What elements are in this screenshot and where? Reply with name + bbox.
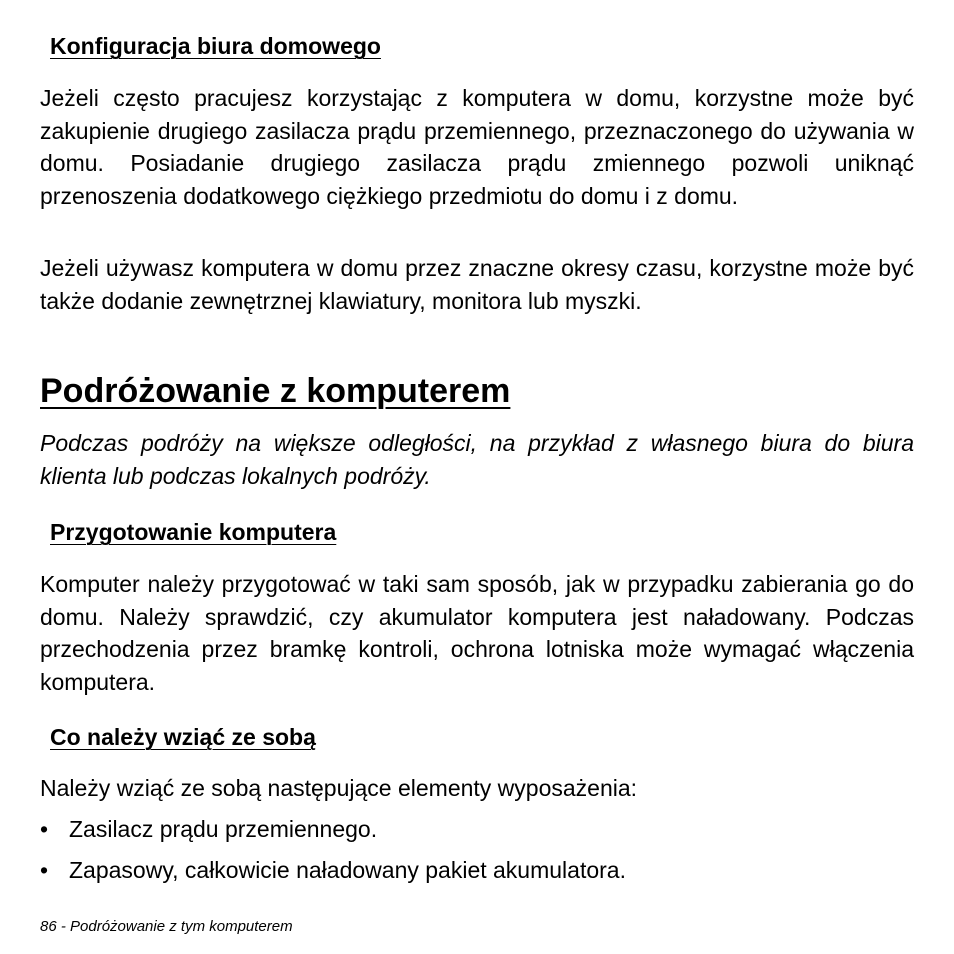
home-office-paragraph-1: Jeżeli często pracujesz korzystając z komputera w domu, korzystne może być zakupienie drugiego zasilacza prądu przemiennego, przeznaczonego do używania w domu. Posiadanie drugiego zasilacza prądu zmiennego pozwoli uniknąć przenoszenia dodatkowego ciężkiego przedmiotu do domu i z domu. bbox=[40, 85, 914, 209]
list-item-text: Zapasowy, całkowicie naładowany pakiet akumulatora. bbox=[69, 857, 626, 883]
home-office-paragraph-2: Jeżeli używasz komputera w domu przez znaczne okresy czasu, korzystne może być także dodanie zewnętrznej klawiatury, monitora lub myszki. bbox=[40, 255, 914, 314]
list-item-text: Zasilacz prądu przemiennego. bbox=[69, 816, 378, 842]
travel-intro-paragraph: Podczas podróży na większe odległości, na przykład z własnego biura do biura klienta lub podczas lokalnych podróży. bbox=[40, 430, 914, 489]
section-heading-home-office: Konfiguracja biura domowego bbox=[50, 33, 381, 59]
prepare-paragraph: Komputer należy przygotować w taki sam sposób, jak w przypadku zabierania go do domu. Należy sprawdzić, czy akumulator komputera jest naładowany. Podczas przechodzenia przez bramkę kontroli, ochrona lotniska może wymagać włączenia komputera. bbox=[40, 571, 914, 695]
what-to-bring-intro: Należy wziąć ze sobą następujące elementy wyposażenia: bbox=[40, 775, 638, 801]
bullet-icon: • bbox=[40, 857, 49, 883]
chapter-heading-travel: Podróżowanie z komputerem bbox=[40, 372, 511, 410]
section-heading-what-to-bring: Co należy wziąć ze sobą bbox=[50, 724, 316, 750]
page-footer: 86 - Podróżowanie z tym komputerem bbox=[40, 918, 293, 935]
bullet-icon: • bbox=[40, 816, 49, 842]
section-heading-prepare: Przygotowanie komputera bbox=[50, 519, 337, 545]
